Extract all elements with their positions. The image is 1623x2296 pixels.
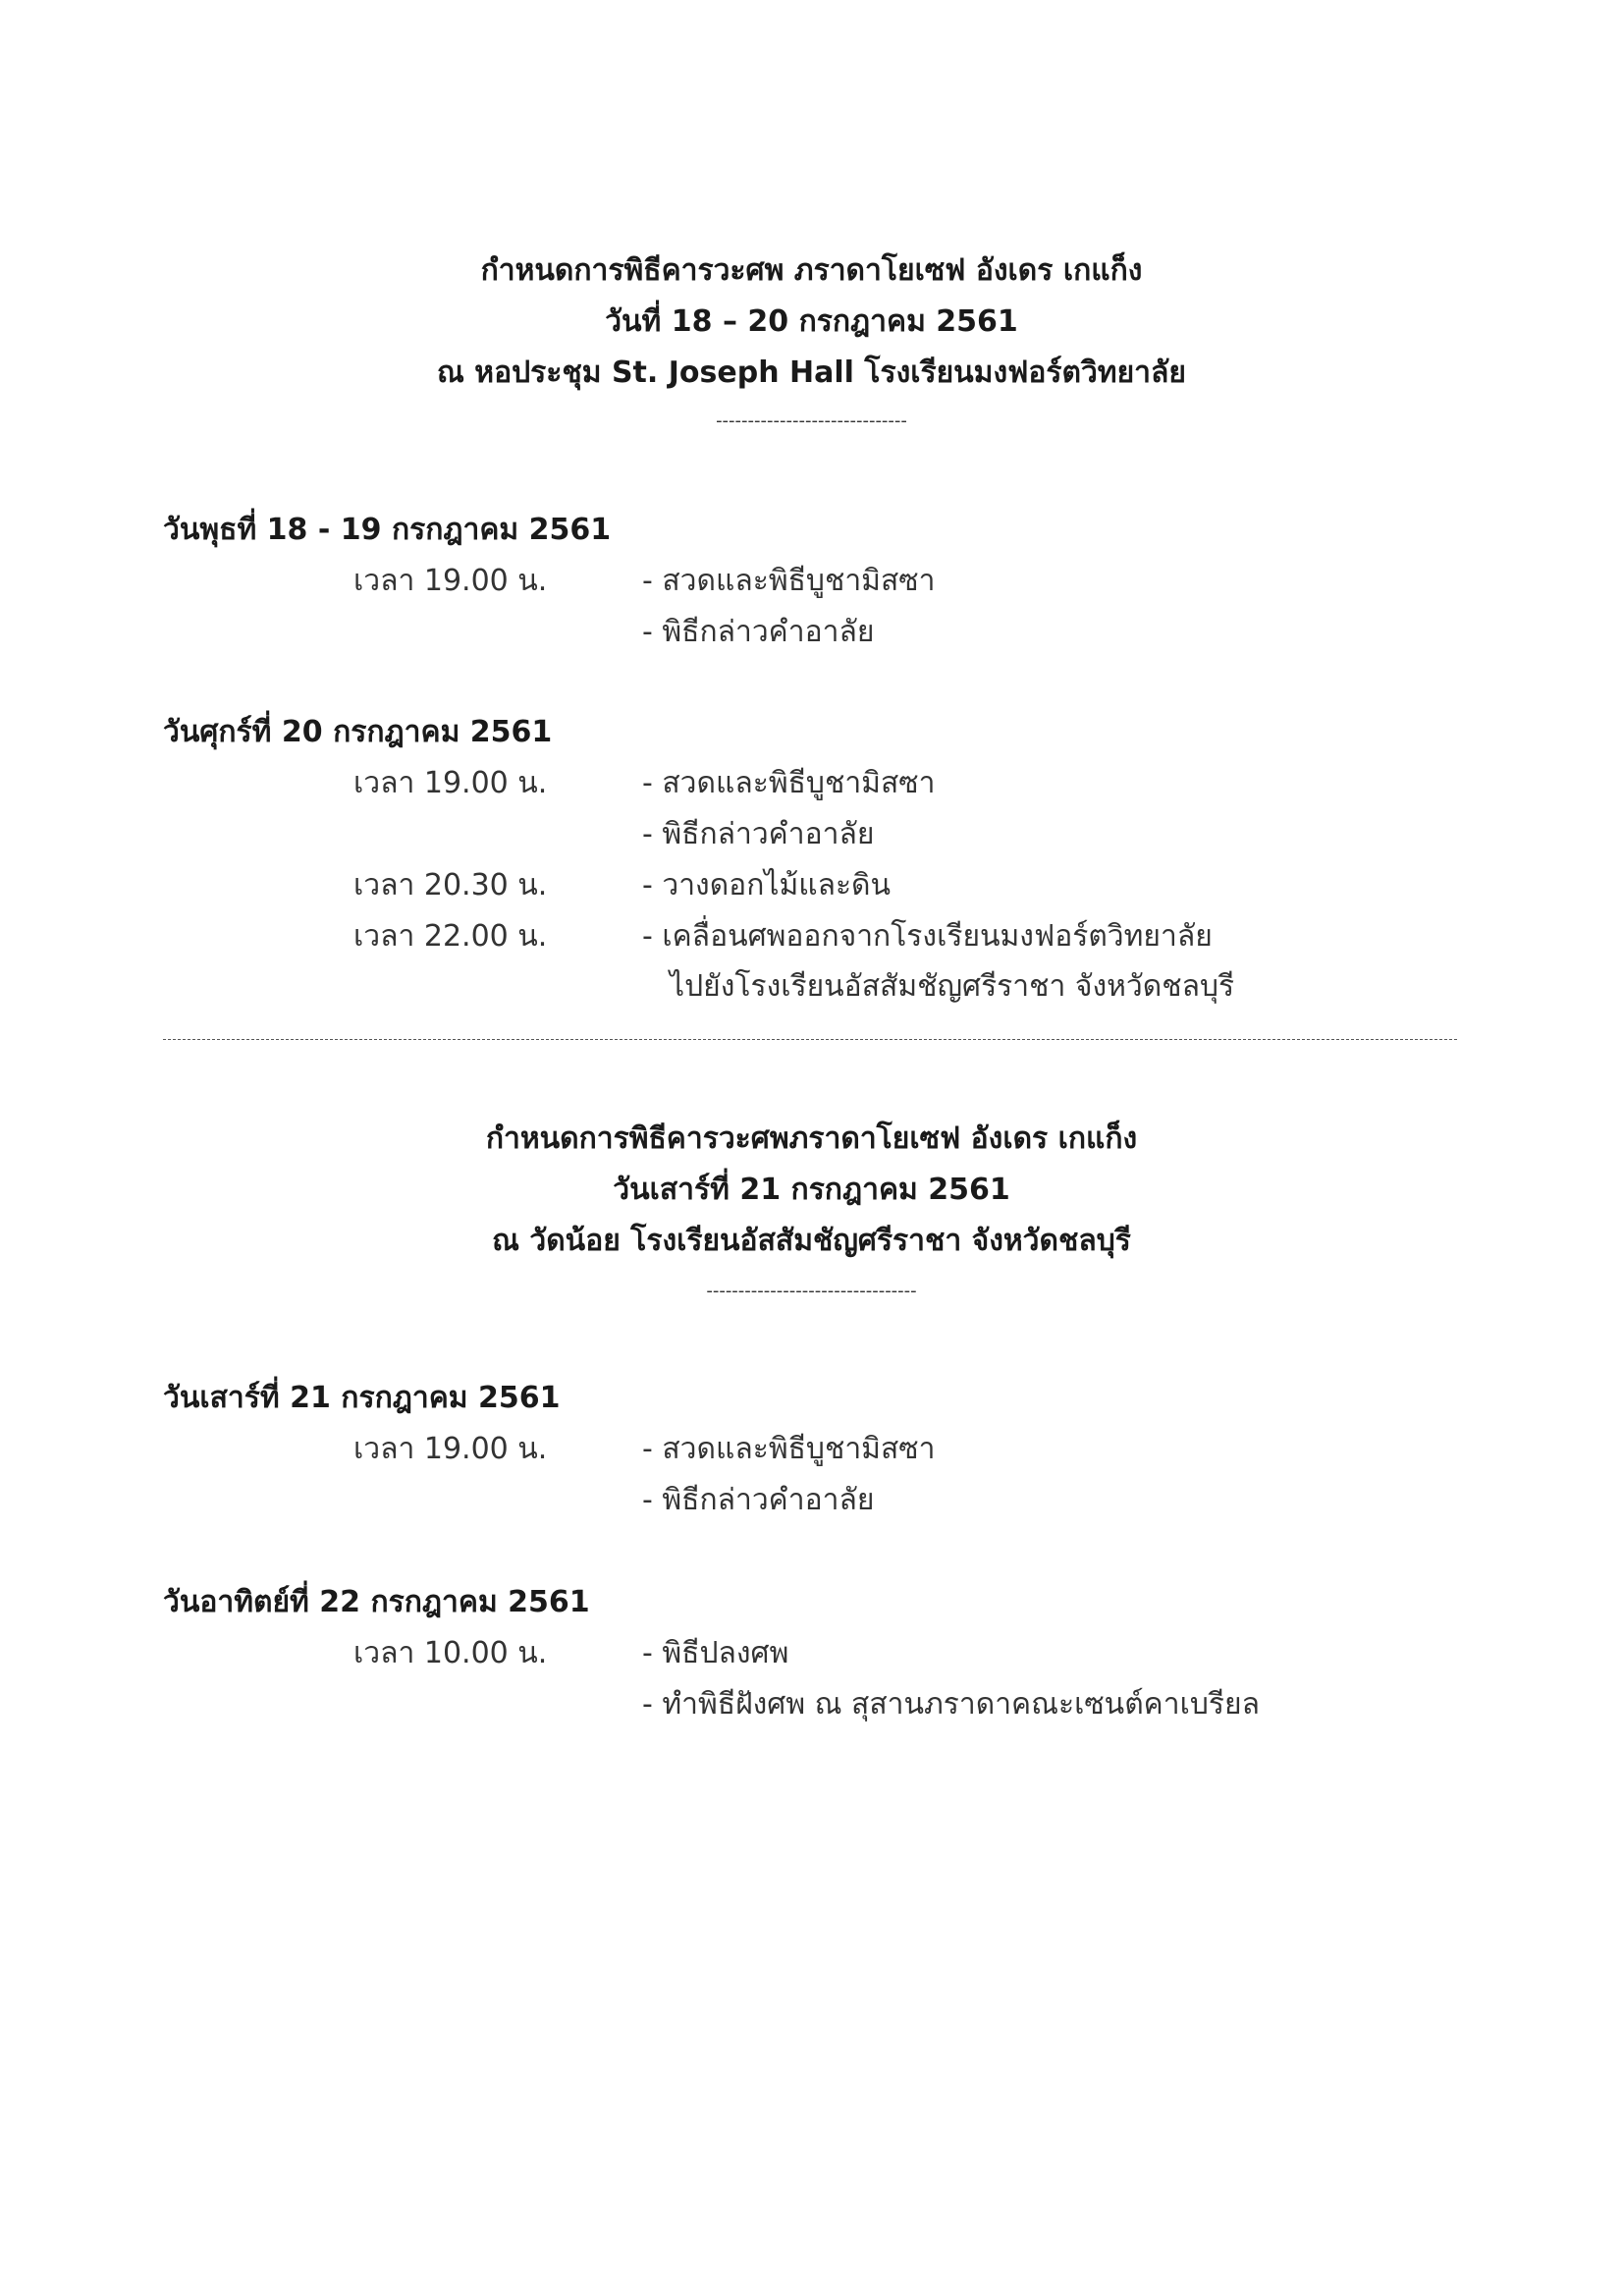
- section2-day2-item: - พิธีปลงศพ: [642, 1636, 789, 1670]
- section1-title: กำหนดการพิธีคารวะศพ ภราดาโยเซฟ อังเดร เกแก็ง: [480, 253, 1143, 288]
- section1-day1-time: เวลา 19.00 น.: [353, 564, 548, 598]
- section2-title: กำหนดการพิธีคารวะศพภราดาโยเซฟ อังเดร เกแก็ง: [485, 1121, 1138, 1156]
- section1-day2-item: - พิธีกล่าวคำอาลัย: [642, 817, 875, 851]
- section2-day1-item: - สวดและพิธีบูชามิสซา: [642, 1432, 936, 1466]
- section2-day1-item: - พิธีกล่าวคำอาลัย: [642, 1483, 875, 1517]
- section2-day1-time: เวลา 19.00 น.: [353, 1432, 548, 1466]
- section1-day2-label: วันศุกร์ที่ 20 กรกฎาคม 2561: [163, 715, 553, 749]
- section1-day2-item: - วางดอกไม้และดิน: [642, 868, 892, 902]
- section2-dates: วันเสาร์ที่ 21 กรกฎาคม 2561: [613, 1173, 1010, 1207]
- section1-venue: ณ หอประชุม St. Joseph Hall โรงเรียนมงฟอร์ตวิทยาลัย: [437, 355, 1186, 390]
- section1-day1-label: วันพุธที่ 18 - 19 กรกฎาคม 2561: [163, 513, 612, 547]
- section2-day2-item: - ทำพิธีฝังศพ ณ สุสานภราดาคณะเซนต์คาเบรียล: [642, 1687, 1260, 1722]
- section-divider: [163, 1039, 1457, 1040]
- section1-day1-item: - สวดและพิธีบูชามิสซา: [642, 564, 936, 598]
- section1-day2-time2: เวลา 20.30 น.: [353, 868, 548, 902]
- section2-header: [0, 1114, 1623, 1267]
- section1-day2-item: - สวดและพิธีบูชามิสซา: [642, 766, 936, 800]
- section2-day2-time: เวลา 10.00 น.: [353, 1636, 548, 1670]
- section1-day2-time3: เวลา 22.00 น.: [353, 919, 548, 954]
- section2-day2-label: วันอาทิตย์ที่ 22 กรกฎาคม 2561: [163, 1585, 590, 1619]
- section2-venue: ณ วัดน้อย โรงเรียนอัสสัมชัญศรีราชา จังหวัดชลบุรี: [492, 1224, 1131, 1258]
- section1-day2-item-continuation: ไปยังโรงเรียนอัสสัมชัญศรีราชา จังหวัดชลบุรี: [670, 969, 1235, 1004]
- section2-day1-label: วันเสาร์ที่ 21 กรกฎาคม 2561: [163, 1381, 561, 1415]
- section1-day2-time1: เวลา 19.00 น.: [353, 766, 548, 800]
- section1-day2-item: - เคลื่อนศพออกจากโรงเรียนมงฟอร์ตวิทยาลัย: [642, 919, 1213, 954]
- section1-separator: ------------------------------: [716, 410, 907, 431]
- section2-separator: ---------------------------------: [706, 1281, 917, 1301]
- section1-day1-item: - พิธีกล่าวคำอาลัย: [642, 615, 875, 649]
- section1-header: [0, 246, 1623, 399]
- section1-dates: วันที่ 18 – 20 กรกฎาคม 2561: [605, 304, 1018, 339]
